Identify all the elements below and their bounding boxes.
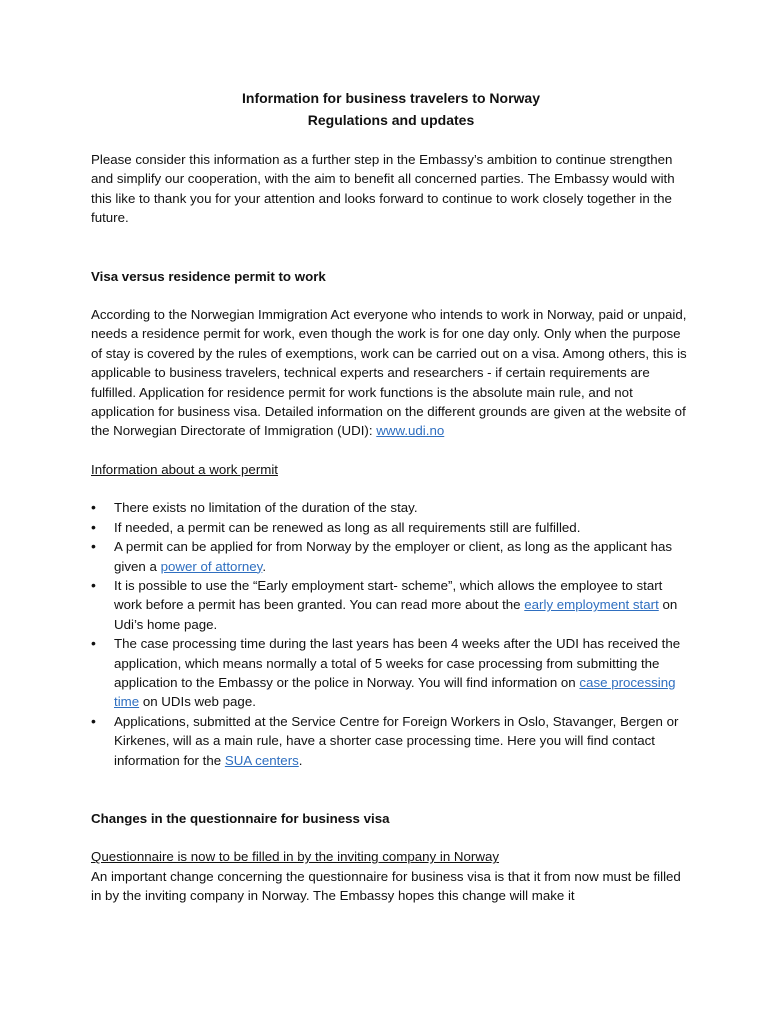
list-item <box>114 712 691 770</box>
visa-section-text: According to the Norwegian Immigration Act everyone who intends to work in Norway, paid or unpaid, needs a residence permit for work, even though the work is for one day only. Only when the purpose of stay is covered by the rules of exemptions, work can be carried out on a visa. Among others, this is applicable to business travelers, technical experts and researchers - if certain requirements are fulfilled. Application for residence permit for work functions is the absolute main rule, and not application for business visa. Detailed information on the different grounds are given at the website of the Norwegian Directorate of Immigration (UDI): <box>91 307 687 439</box>
list-item <box>114 518 691 537</box>
power-of-attorney-link[interactable]: power of attorney <box>160 558 263 574</box>
bullet-text: . <box>298 752 303 768</box>
work-permit-list <box>91 498 691 770</box>
udi-link[interactable]: www.udi.no <box>376 423 445 439</box>
list-item <box>114 576 691 634</box>
list-item <box>114 498 691 517</box>
bullet-text: If needed, a permit can be renewed as long as all requirements still are fulfilled. <box>114 519 581 535</box>
document-content <box>91 87 691 906</box>
bullet-text: on UDIs web page. <box>139 694 256 710</box>
questionnaire-subheading: Questionnaire is now to be filled in by the inviting company in Norway <box>91 849 499 865</box>
bullet-text: It is possible to use the “Early employment start- scheme”, which allows the employee to start work before a permit has been granted. You can read more about the <box>114 577 663 613</box>
bullet-text: There exists no limitation of the duration of the stay. <box>114 500 418 516</box>
bullet-text: . <box>262 558 267 574</box>
bullet-text: The case processing time during the last years has been 4 weeks after the UDI has received the application, which means normally a total of 5 weeks for case processing from submitting the application to the Embassy or the police in Norway. You will find information on <box>114 636 681 690</box>
work-permit-heading: Information about a work permit <box>91 461 278 477</box>
bullet-text: A permit can be applied for from Norway by the employer or client, as long as the applicant has given a <box>114 539 673 574</box>
intro-paragraph: Please consider this information as a further step in the Embassy’s ambition to continue strengthen and simplify our cooperation, with the aim to benefit all concerned parties. The Embassy would with this like to thank you for your attention and looks forward to continue to work closely together in the future. <box>91 152 675 226</box>
questionnaire-paragraph: An important change concerning the questionnaire for business visa is that it from now must be filled in by the inviting company in Norway. The Embassy hopes this change will make it <box>91 868 681 904</box>
bullet-text: on Udi’s home page. <box>114 597 678 632</box>
document-title: Information for business travelers to Norway <box>242 90 540 106</box>
sua-centers-link[interactable]: SUA centers <box>224 752 299 768</box>
list-item <box>114 634 691 712</box>
early-employment-start-link[interactable]: early employment start <box>524 597 659 613</box>
visa-section-heading: Visa versus residence permit to work <box>91 268 326 284</box>
bullet-text: Applications, submitted at the Service Centre for Foreign Workers in Oslo, Stavanger, Bergen or Kirkenes, will as a main rule, have a shorter case processing time. Here you will find contact information for the <box>114 713 679 768</box>
case-processing-time-link[interactable]: case processing time <box>114 674 676 710</box>
document-subtitle: Regulations and updates <box>307 112 475 128</box>
questionnaire-heading: Changes in the questionnaire for business visa <box>91 810 390 826</box>
visa-section-paragraph <box>91 305 691 441</box>
list-item <box>114 537 691 576</box>
